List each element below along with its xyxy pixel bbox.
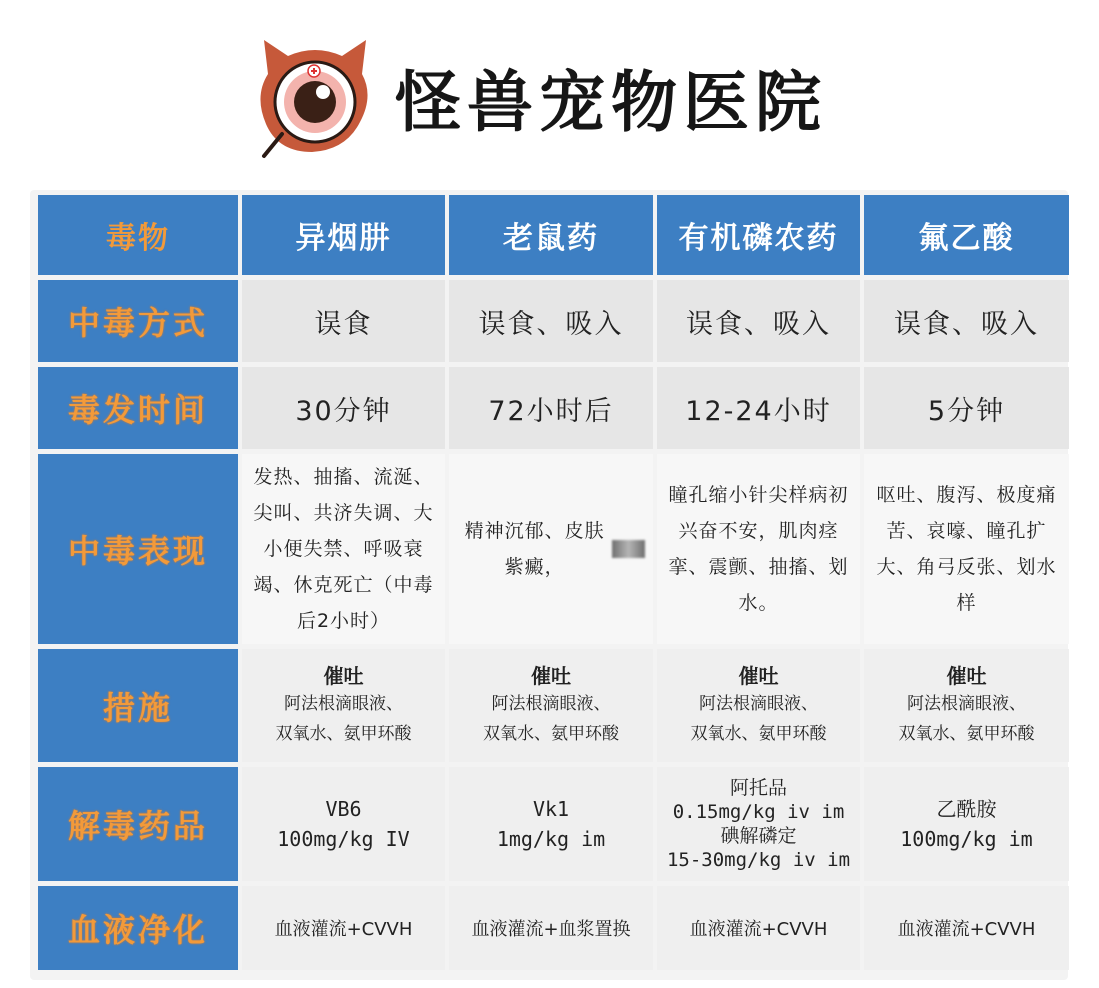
purification-cell: 血液灌流+CVVH bbox=[242, 886, 445, 970]
antidote-line: 15-30mg/kg iv im bbox=[666, 849, 851, 871]
antidote-cell bbox=[657, 767, 860, 881]
antidote-cell bbox=[449, 767, 653, 881]
measure-line: 双氧水、氨甲环酸 bbox=[690, 723, 827, 744]
table-grid bbox=[38, 195, 1069, 970]
antidote-line: Vk1 bbox=[532, 797, 570, 821]
antidote-cell bbox=[864, 767, 1069, 881]
measure-title: 催吐 bbox=[531, 663, 571, 688]
antidote-line: 100mg/kg im bbox=[900, 827, 1033, 851]
measure-line: 阿法根滴眼液、 bbox=[284, 693, 403, 714]
measures-cell bbox=[242, 649, 445, 762]
measure-line: 阿法根滴眼液、 bbox=[491, 693, 611, 714]
redacted-blur bbox=[612, 540, 645, 558]
antidote-cell bbox=[242, 767, 445, 881]
column-header: 老鼠药 bbox=[449, 195, 653, 275]
row-header-onset: 毒发时间 bbox=[38, 367, 238, 449]
purification-cell: 血液灌流+CVVH bbox=[657, 886, 860, 970]
onset-cell: 30分钟 bbox=[242, 367, 445, 449]
row-header-symptoms: 中毒表现 bbox=[38, 454, 238, 644]
antidote-line: 0.15mg/kg iv im bbox=[672, 801, 845, 823]
header bbox=[0, 0, 1099, 180]
measures-cell bbox=[449, 649, 653, 762]
symptoms-text: 精神沉郁、皮肤紫癜， bbox=[464, 520, 605, 578]
onset-cell: 72小时后 bbox=[449, 367, 653, 449]
column-header: 氟乙酸 bbox=[864, 195, 1069, 275]
route-cell: 误食 bbox=[242, 280, 445, 362]
antidote-line: 100mg/kg IV bbox=[277, 827, 410, 851]
measure-line: 阿法根滴眼液、 bbox=[699, 693, 818, 714]
measure-title: 催吐 bbox=[946, 663, 987, 688]
row-header-route: 中毒方式 bbox=[38, 280, 238, 362]
route-cell: 误食、吸入 bbox=[657, 280, 860, 362]
route-cell: 误食、吸入 bbox=[864, 280, 1069, 362]
antidote-line: VB6 bbox=[325, 797, 362, 821]
row-header-purification: 血液净化 bbox=[38, 886, 238, 970]
measures-cell bbox=[864, 649, 1069, 762]
symptoms-cell: 呕吐、腹泻、极度痛苦、哀嚎、瞳孔扩大、角弓反张、划水样 bbox=[864, 454, 1069, 644]
antidote-line: 1mg/kg im bbox=[496, 827, 606, 851]
measures-cell bbox=[657, 649, 860, 762]
symptoms-cell: 发热、抽搐、流涎、尖叫、共济失调、大小便失禁、呼吸衰竭、休克死亡（中毒后2小时） bbox=[242, 454, 445, 644]
measure-line: 双氧水、氨甲环酸 bbox=[483, 723, 619, 744]
antidote-line: 阿托品 bbox=[729, 777, 787, 799]
row-header-measures: 措施 bbox=[38, 649, 238, 762]
corner-header: 毒物 bbox=[38, 195, 238, 275]
antidote-line: 乙酰胺 bbox=[936, 797, 997, 821]
symptoms-cell bbox=[449, 454, 653, 644]
cat-eye-logo-icon bbox=[250, 30, 380, 160]
antidote-line: 碘解磷定 bbox=[720, 825, 797, 847]
symptoms-cell: 瞳孔缩小针尖样病初兴奋不安，肌肉痉挛、震颤、抽搐、划水。 bbox=[657, 454, 860, 644]
measure-line: 双氧水、氨甲环酸 bbox=[898, 723, 1035, 744]
hospital-name: 怪兽宠物医院 bbox=[395, 64, 827, 141]
measure-title: 催吐 bbox=[738, 663, 779, 688]
measure-line: 阿法根滴眼液、 bbox=[907, 693, 1026, 714]
onset-cell: 5分钟 bbox=[864, 367, 1069, 449]
onset-cell: 12-24小时 bbox=[657, 367, 860, 449]
poison-table bbox=[30, 190, 1068, 980]
column-header: 异烟肼 bbox=[242, 195, 445, 275]
purification-cell: 血液灌流+血浆置换 bbox=[449, 886, 653, 970]
purification-cell: 血液灌流+CVVH bbox=[864, 886, 1069, 970]
measure-title: 催吐 bbox=[323, 663, 364, 688]
row-header-antidote: 解毒药品 bbox=[38, 767, 238, 881]
column-header: 有机磷农药 bbox=[657, 195, 860, 275]
route-cell: 误食、吸入 bbox=[449, 280, 653, 362]
measure-line: 双氧水、氨甲环酸 bbox=[275, 723, 412, 744]
